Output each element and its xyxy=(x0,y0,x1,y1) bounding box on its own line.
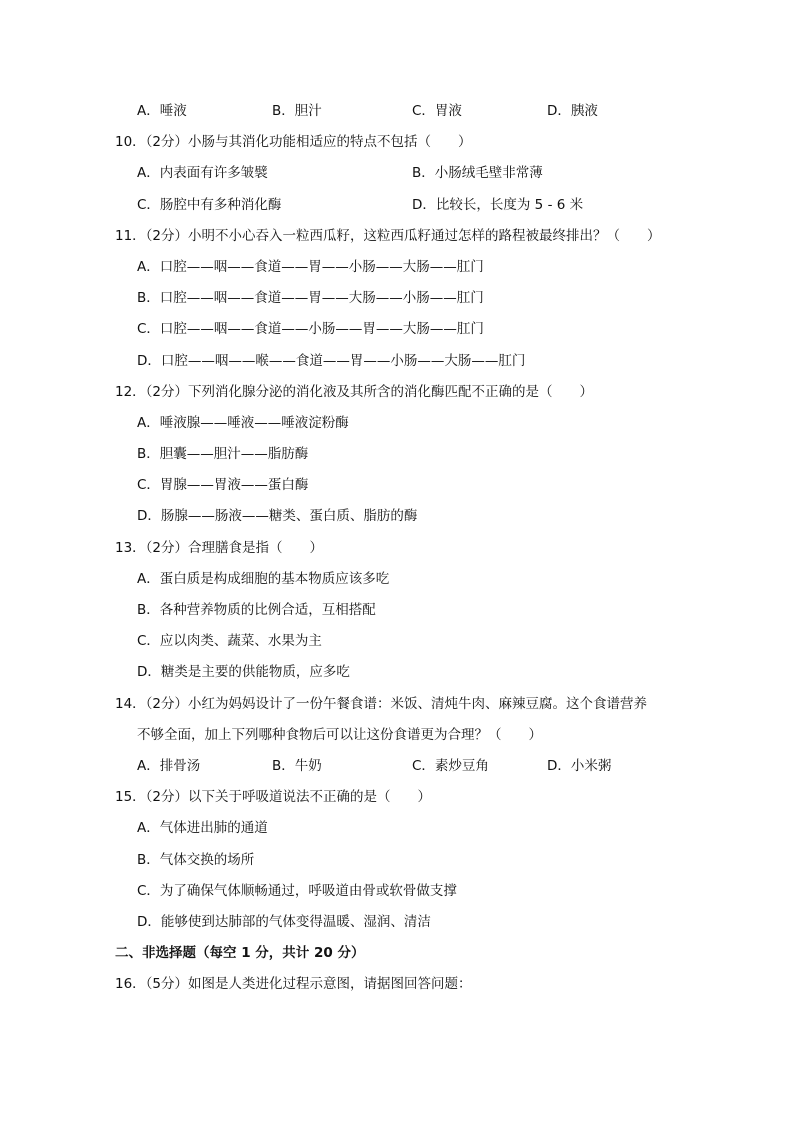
option-b: B．口腔——咽——食道——胃——大肠——小肠——肛门 xyxy=(137,290,484,307)
option-a: A．气体进出肺的通道 xyxy=(137,820,268,837)
q10-options-row1 xyxy=(115,158,695,189)
option-a: A．口腔——咽——食道——胃——小肠——大肠——肛门 xyxy=(137,258,484,275)
q14-stem: 14．（2分）小红为妈妈设计了一份午餐食谱：米饭、清炖牛肉、麻辣豆腐。这个食谱营养 xyxy=(115,695,648,712)
option-d: D．能够使到达肺部的气体变得温暖、湿润、清洁 xyxy=(137,913,431,930)
q11-stem: 11．（2分）小明不小心吞入一粒西瓜籽，这粒西瓜籽通过怎样的路程被最终排出？（ ） xyxy=(115,227,661,244)
q14-options xyxy=(115,751,695,782)
section-heading: 二、非选择题（每空 1 分，共计 20 分） xyxy=(115,945,365,962)
q16-stem: 16．（5分）如图是人类进化过程示意图，请据图回答问题： xyxy=(115,976,472,993)
q9-options xyxy=(115,96,695,127)
option-c: C．胃液 xyxy=(412,103,462,119)
option-d: D．肠腺——肠液——糖类、蛋白质、脂肪的酶 xyxy=(137,508,418,525)
option-b: B．胆汁 xyxy=(272,103,322,119)
option-d: D．比较长，长度为 5 - 6 米 xyxy=(412,196,584,213)
exam-page xyxy=(115,96,695,1000)
option-a: A．蛋白质是构成细胞的基本物质应该多吃 xyxy=(137,570,390,587)
q14-stem-continued: 不够全面，加上下列哪种食物后可以让这份食谱更为合理？（ ） xyxy=(137,726,542,743)
q15-stem: 15．（2分）以下关于呼吸道说法不正确的是（ ） xyxy=(115,789,432,806)
option-d: D．糖类是主要的供能物质，应多吃 xyxy=(137,664,350,681)
q12-stem: 12．（2分）下列消化腺分泌的消化液及其所含的消化酶匹配不正确的是（ ） xyxy=(115,383,594,400)
option-a: A．唾液 xyxy=(137,103,187,119)
option-d: D．小米粥 xyxy=(547,757,612,774)
option-b: B．小肠绒毛壁非常薄 xyxy=(412,165,543,182)
option-c: C．胃腺——胃液——蛋白酶 xyxy=(137,477,309,494)
option-b: B．各种营养物质的比例合适，互相搭配 xyxy=(137,602,376,618)
option-a: A．唾液腺——唾液——唾液淀粉酶 xyxy=(137,414,349,431)
q10-options-row2 xyxy=(115,190,695,221)
option-c: C．为了确保气体顺畅通过，呼吸道由骨或软骨做支撑 xyxy=(137,882,457,899)
option-a: A．内表面有许多皱襞 xyxy=(137,165,268,182)
option-b: B．气体交换的场所 xyxy=(137,851,255,868)
option-c: C．应以肉类、蔬菜、水果为主 xyxy=(137,633,322,650)
option-b: B．胆囊——胆汁——脂肪酶 xyxy=(137,446,309,463)
option-d: D．胰液 xyxy=(547,103,598,119)
q13-stem: 13．（2分）合理膳食是指（ ） xyxy=(115,539,324,556)
option-d: D．口腔——咽——喉——食道——胃——小肠——大肠——肛门 xyxy=(137,352,526,369)
q10-stem: 10．（2分）小肠与其消化功能相适应的特点不包括（ ） xyxy=(115,134,472,151)
option-c: C．口腔——咽——食道——小肠——胃——大肠——肛门 xyxy=(137,321,484,338)
option-c: C．素炒豆角 xyxy=(412,757,489,774)
option-b: B．牛奶 xyxy=(272,757,322,774)
option-c: C．肠腔中有多种消化酶 xyxy=(137,196,282,213)
option-a: A．排骨汤 xyxy=(137,757,201,774)
